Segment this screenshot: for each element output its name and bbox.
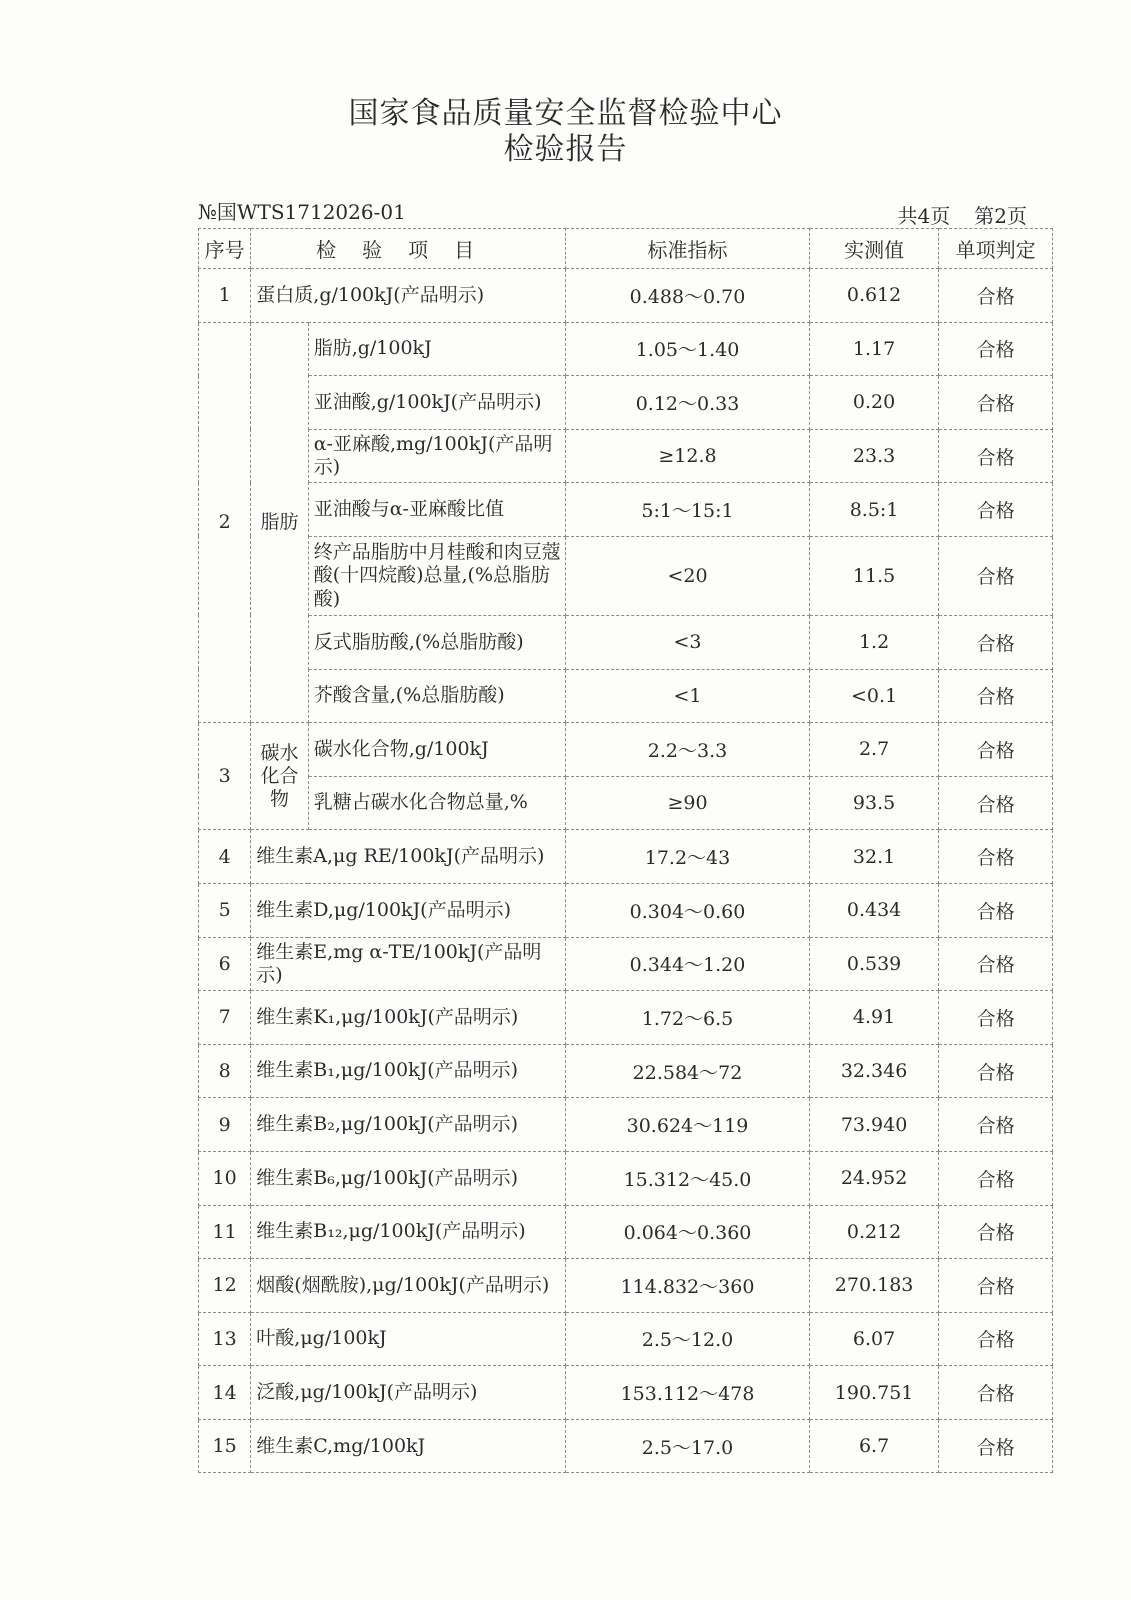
table-row [199, 1205, 1053, 1259]
table-row [199, 1098, 1053, 1152]
row-verdict: 合格 [939, 1044, 1053, 1098]
table-row [199, 429, 1053, 483]
row-item: 维生素K₁,μg/100kJ(产品明示) [251, 991, 566, 1045]
row-standard: <20 [566, 536, 810, 615]
row-verdict: 合格 [939, 669, 1053, 723]
total-pages: 共4页 [897, 204, 951, 228]
row-measured: 0.612 [810, 269, 939, 323]
row-standard: ≥12.8 [566, 429, 810, 483]
row-seq: 10 [199, 1151, 251, 1205]
row-standard: 0.488～0.70 [566, 269, 810, 323]
row-standard: <1 [566, 669, 810, 723]
header-standard: 标准指标 [566, 229, 810, 269]
row-measured: <0.1 [810, 669, 939, 723]
row-measured: 4.91 [810, 991, 939, 1045]
row-verdict: 合格 [939, 937, 1053, 991]
row-standard: ≥90 [566, 776, 810, 830]
row-item: α-亚麻酸,mg/100kJ(产品明示) [308, 429, 565, 483]
table-row [199, 615, 1053, 669]
row-measured: 0.212 [810, 1205, 939, 1259]
table-row [199, 776, 1053, 830]
row-measured: 32.346 [810, 1044, 939, 1098]
row-standard: 0.344～1.20 [566, 937, 810, 991]
row-item: 维生素B₆,μg/100kJ(产品明示) [251, 1151, 566, 1205]
row-standard: <3 [566, 615, 810, 669]
row-verdict: 合格 [939, 536, 1053, 615]
table-row [199, 830, 1053, 884]
row-measured: 23.3 [810, 429, 939, 483]
table-row [199, 1312, 1053, 1366]
row-item: 维生素B₁₂,μg/100kJ(产品明示) [251, 1205, 566, 1259]
header-seq: 序号 [199, 229, 251, 269]
row-measured: 1.17 [810, 322, 939, 376]
row-standard: 17.2～43 [566, 830, 810, 884]
row-verdict: 合格 [939, 1419, 1053, 1473]
row-standard: 15.312～45.0 [566, 1151, 810, 1205]
row-measured: 0.20 [810, 376, 939, 430]
current-page: 第2页 [974, 204, 1027, 228]
row-measured: 8.5:1 [810, 483, 939, 537]
table-row [199, 723, 1053, 777]
table-row [199, 669, 1053, 723]
row-measured: 93.5 [810, 776, 939, 830]
row-item: 终产品脂肪中月桂酸和肉豆蔻酸(十四烷酸)总量,(%总脂肪酸) [308, 536, 565, 615]
row-seq: 6 [199, 937, 251, 991]
row-measured: 24.952 [810, 1151, 939, 1205]
table-row [199, 376, 1053, 430]
row-standard: 30.624～119 [566, 1098, 810, 1152]
row-seq: 7 [199, 991, 251, 1045]
row-verdict: 合格 [939, 1098, 1053, 1152]
row-verdict: 合格 [939, 376, 1053, 430]
report-number: №国WTS1712026-01 [198, 200, 406, 224]
row-measured: 2.7 [810, 723, 939, 777]
row-verdict: 合格 [939, 1312, 1053, 1366]
row-measured: 32.1 [810, 830, 939, 884]
row-seq: 1 [199, 269, 251, 323]
row-seq: 13 [199, 1312, 251, 1366]
table-row [199, 269, 1053, 323]
row-measured: 0.434 [810, 883, 939, 937]
table-row [199, 1419, 1053, 1473]
row-verdict: 合格 [939, 1205, 1053, 1259]
row-verdict: 合格 [939, 322, 1053, 376]
row-verdict: 合格 [939, 830, 1053, 884]
row-item: 反式脂肪酸,(%总脂肪酸) [308, 615, 565, 669]
row-seq: 8 [199, 1044, 251, 1098]
table-row [199, 1366, 1053, 1420]
header-measured: 实测值 [810, 229, 939, 269]
row-measured: 0.539 [810, 937, 939, 991]
row-standard: 153.112～478 [566, 1366, 810, 1420]
row-item: 亚油酸与α-亚麻酸比值 [308, 483, 565, 537]
row-item: 碳水化合物,g/100kJ [308, 723, 565, 777]
row-verdict: 合格 [939, 483, 1053, 537]
row-item: 维生素A,μg RE/100kJ(产品明示) [251, 830, 566, 884]
row-standard: 5:1～15:1 [566, 483, 810, 537]
table-row [199, 322, 1053, 376]
row-verdict: 合格 [939, 883, 1053, 937]
table-row [199, 1259, 1053, 1313]
row-standard: 0.12～0.33 [566, 376, 810, 430]
table-row [199, 883, 1053, 937]
table-row [199, 1044, 1053, 1098]
row-item: 亚油酸,g/100kJ(产品明示) [308, 376, 565, 430]
row-seq: 5 [199, 883, 251, 937]
row-verdict: 合格 [939, 1366, 1053, 1420]
row-item: 维生素B₁,μg/100kJ(产品明示) [251, 1044, 566, 1098]
row-verdict: 合格 [939, 615, 1053, 669]
table-row [199, 991, 1053, 1045]
row-item: 芥酸含量,(%总脂肪酸) [308, 669, 565, 723]
report-title: 检验报告 [503, 132, 628, 167]
row-seq: 4 [199, 830, 251, 884]
row-seq: 15 [199, 1419, 251, 1473]
row-standard: 1.05～1.40 [566, 322, 810, 376]
row-measured: 1.2 [810, 615, 939, 669]
organization-title: 国家食品质量安全监督检验中心 [348, 96, 783, 131]
row-measured: 11.5 [810, 536, 939, 615]
row-standard: 22.584～72 [566, 1044, 810, 1098]
row-standard: 0.304～0.60 [566, 883, 810, 937]
row-verdict: 合格 [939, 1151, 1053, 1205]
group-label-carb: 碳水化合物 [251, 723, 308, 830]
row-verdict: 合格 [939, 991, 1053, 1045]
row-item: 脂肪,g/100kJ [308, 322, 565, 376]
row-measured: 190.751 [810, 1366, 939, 1420]
row-item: 蛋白质,g/100kJ(产品明示) [251, 269, 566, 323]
row-verdict: 合格 [939, 429, 1053, 483]
table-row [199, 483, 1053, 537]
row-item: 维生素C,mg/100kJ [251, 1419, 566, 1473]
row-verdict: 合格 [939, 776, 1053, 830]
row-standard: 114.832～360 [566, 1259, 810, 1313]
row-verdict: 合格 [939, 1259, 1053, 1313]
group-seq-carb: 3 [199, 723, 251, 830]
row-standard: 2.5～17.0 [566, 1419, 810, 1473]
row-seq: 11 [199, 1205, 251, 1259]
table-row [199, 1151, 1053, 1205]
row-item: 叶酸,μg/100kJ [251, 1312, 566, 1366]
inspection-table [198, 228, 1053, 1473]
row-item: 维生素D,μg/100kJ(产品明示) [251, 883, 566, 937]
row-seq: 12 [199, 1259, 251, 1313]
row-measured: 6.07 [810, 1312, 939, 1366]
row-measured: 73.940 [810, 1098, 939, 1152]
row-measured: 6.7 [810, 1419, 939, 1473]
row-standard: 2.2～3.3 [566, 723, 810, 777]
row-measured: 270.183 [810, 1259, 939, 1313]
table-row [199, 536, 1053, 615]
row-verdict: 合格 [939, 723, 1053, 777]
group-label-fat: 脂肪 [251, 322, 308, 723]
row-standard: 1.72～6.5 [566, 991, 810, 1045]
table-row [199, 937, 1053, 991]
row-item: 乳糖占碳水化合物总量,% [308, 776, 565, 830]
row-standard: 0.064～0.360 [566, 1205, 810, 1259]
table-header-row [199, 229, 1053, 269]
header-item: 检验项目 [251, 229, 566, 269]
header-verdict: 单项判定 [939, 229, 1053, 269]
row-item: 烟酸(烟酰胺),μg/100kJ(产品明示) [251, 1259, 566, 1313]
row-standard: 2.5～12.0 [566, 1312, 810, 1366]
row-item: 维生素B₂,μg/100kJ(产品明示) [251, 1098, 566, 1152]
group-seq-fat: 2 [199, 322, 251, 723]
row-seq: 14 [199, 1366, 251, 1420]
row-seq: 9 [199, 1098, 251, 1152]
row-verdict: 合格 [939, 269, 1053, 323]
row-item: 维生素E,mg α-TE/100kJ(产品明示) [251, 937, 566, 991]
row-item: 泛酸,μg/100kJ(产品明示) [251, 1366, 566, 1420]
page-info [898, 200, 1027, 229]
